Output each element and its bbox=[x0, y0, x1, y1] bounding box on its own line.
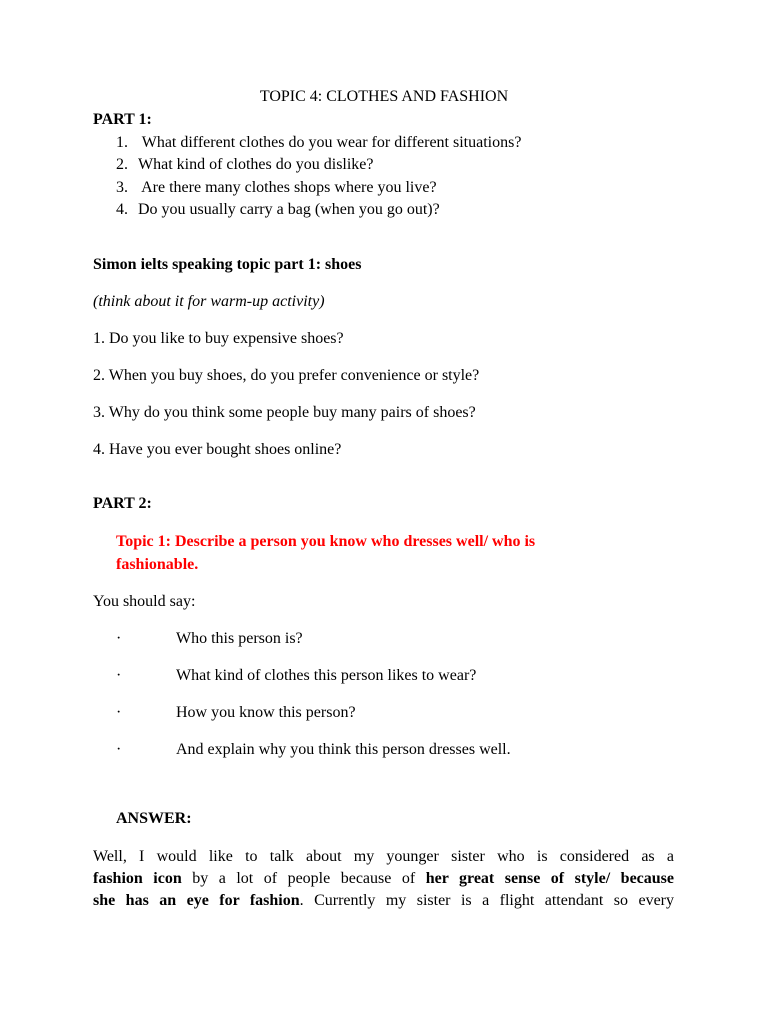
document-title: TOPIC 4: CLOTHES AND FASHION bbox=[259, 88, 509, 105]
part2-topic-line-1: Topic 1: Describe a person you know who dresses well/ who is bbox=[116, 533, 536, 550]
question-text: What different clothes do you wear for different situations? bbox=[138, 134, 522, 151]
part1-question-2 bbox=[116, 155, 374, 175]
simon-question-4: 4. Have you ever bought shoes online? bbox=[93, 441, 342, 458]
bullet-icon: · bbox=[116, 667, 122, 684]
answer-text: by a lot of people because of bbox=[181, 870, 426, 887]
part1-heading: PART 1: bbox=[93, 111, 152, 128]
bullet-text: How you know this person? bbox=[176, 704, 356, 721]
bullet-icon: · bbox=[116, 741, 122, 758]
cue-bullet-1 bbox=[0, 629, 768, 649]
should-say-label: You should say: bbox=[93, 593, 196, 610]
part1-question-3 bbox=[116, 178, 437, 198]
answer-line-3 bbox=[93, 890, 674, 912]
part2-topic-line-2: fashionable. bbox=[116, 556, 199, 573]
cue-bullet-4 bbox=[0, 740, 768, 760]
question-text: Are there many clothes shops where you live? bbox=[138, 179, 437, 196]
question-text: What kind of clothes do you dislike? bbox=[138, 156, 374, 173]
answer-line-2 bbox=[93, 868, 674, 890]
question-number: 3. bbox=[116, 179, 128, 196]
bullet-text: Who this person is? bbox=[176, 630, 303, 647]
simon-heading: Simon ielts speaking topic part 1: shoes bbox=[93, 256, 362, 273]
answer-bold-phrase: fashion icon bbox=[93, 870, 182, 887]
answer-text: . Currently my sister is a flight attendant so every bbox=[299, 892, 675, 909]
answer-bold-phrase: her great sense of style/ because bbox=[425, 870, 674, 887]
bullet-icon: · bbox=[116, 704, 122, 721]
answer-heading: ANSWER: bbox=[116, 810, 192, 827]
bullet-text: And explain why you think this person dresses well. bbox=[176, 741, 511, 758]
simon-question-2: 2. When you buy shoes, do you prefer convenience or style? bbox=[93, 367, 480, 384]
question-number: 4. bbox=[116, 201, 128, 218]
bullet-text: What kind of clothes this person likes to wear? bbox=[176, 667, 477, 684]
question-text: Do you usually carry a bag (when you go out)? bbox=[138, 201, 440, 218]
answer-line-1: Well, I would like to talk about my younger sister who is considered as a bbox=[93, 848, 674, 865]
question-number: 2. bbox=[116, 156, 128, 173]
part2-heading: PART 2: bbox=[93, 495, 152, 512]
part1-question-1 bbox=[116, 133, 521, 153]
cue-bullet-2 bbox=[0, 666, 768, 686]
simon-question-1: 1. Do you like to buy expensive shoes? bbox=[93, 330, 344, 347]
part1-question-4 bbox=[116, 200, 440, 220]
question-number: 1. bbox=[116, 134, 128, 151]
bullet-icon: · bbox=[116, 630, 122, 647]
simon-note: (think about it for warm-up activity) bbox=[93, 293, 325, 310]
simon-question-3: 3. Why do you think some people buy many pairs of shoes? bbox=[93, 404, 476, 421]
answer-bold-phrase: she has an eye for fashion bbox=[93, 892, 300, 909]
cue-bullet-3 bbox=[0, 703, 768, 723]
